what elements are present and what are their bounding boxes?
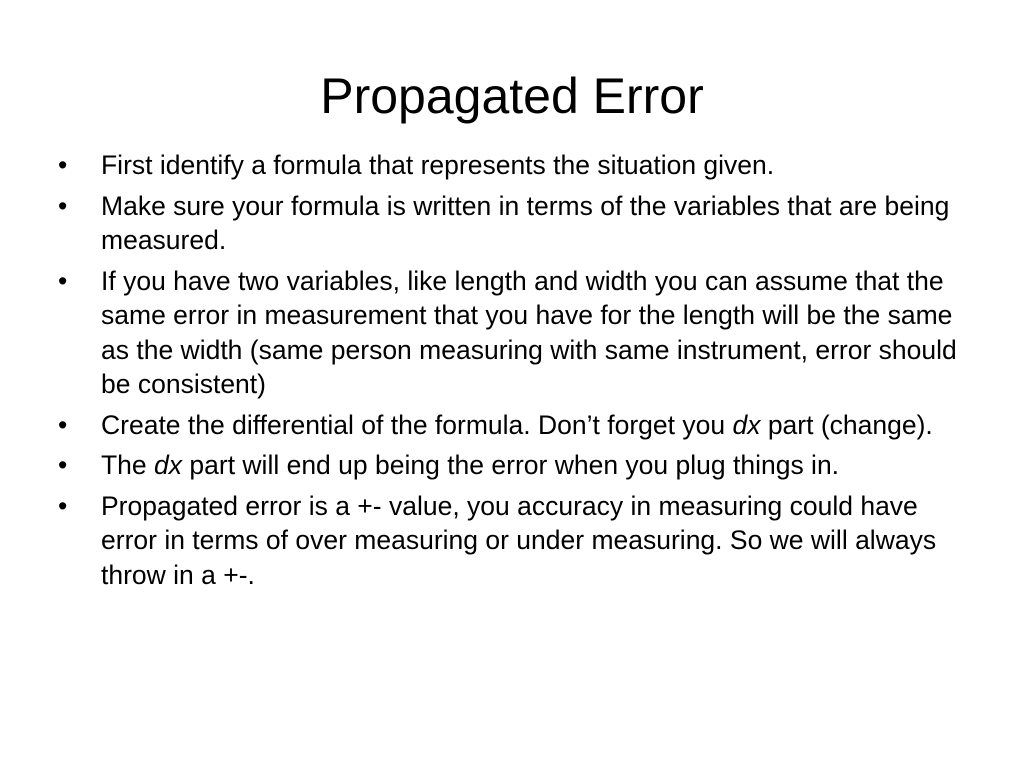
bullet-icon: • xyxy=(58,490,68,521)
bullet-list xyxy=(58,148,958,598)
bullet-text-part: part (change). xyxy=(760,409,933,440)
bullet-icon: • xyxy=(58,409,68,440)
bullet-item xyxy=(58,148,958,183)
bullet-text-part: Create the differential of the formula. Don’t forget you xyxy=(101,409,733,440)
bullet-text-part: The xyxy=(101,450,155,480)
bullet-text-part: Propagated error is a +- value, you accuracy in measuring could have error in terms of over measuring or under measuring. So we will always throw in a +-. xyxy=(101,490,937,590)
bullet-text-italic-part: dx xyxy=(154,450,183,480)
bullet-icon: • xyxy=(58,265,68,296)
bullet-text-part: part will end up being the error when you plug things in. xyxy=(182,450,840,480)
bullet-text-part: Make sure your formula is written in terms of the variables that are being measured. xyxy=(101,190,950,255)
bullet-item xyxy=(58,264,958,402)
bullet-item xyxy=(58,189,958,258)
bullet-icon: • xyxy=(58,150,68,180)
bullet-text xyxy=(101,150,774,180)
bullet-text xyxy=(101,191,949,256)
bullet-text xyxy=(101,410,933,440)
bullet-text-part: First identify a formula that represents the situation given. xyxy=(101,150,775,180)
slide-title: Propagated Error xyxy=(320,68,704,124)
bullet-icon: • xyxy=(58,450,68,480)
bullet-text xyxy=(101,450,839,480)
bullet-icon: • xyxy=(58,190,68,221)
bullet-text-italic-part: dx xyxy=(732,409,761,440)
bullet-text xyxy=(101,266,957,400)
bullet-item xyxy=(58,408,958,443)
bullet-item xyxy=(58,489,958,593)
bullet-text-part: If you have two variables, like length and width you can assume that the same error in measurement that you have for the length will be the same as the width (same person measuring with same instrument, error should be consistent) xyxy=(101,265,957,399)
bullet-text xyxy=(101,491,936,590)
bullet-item xyxy=(58,448,958,483)
